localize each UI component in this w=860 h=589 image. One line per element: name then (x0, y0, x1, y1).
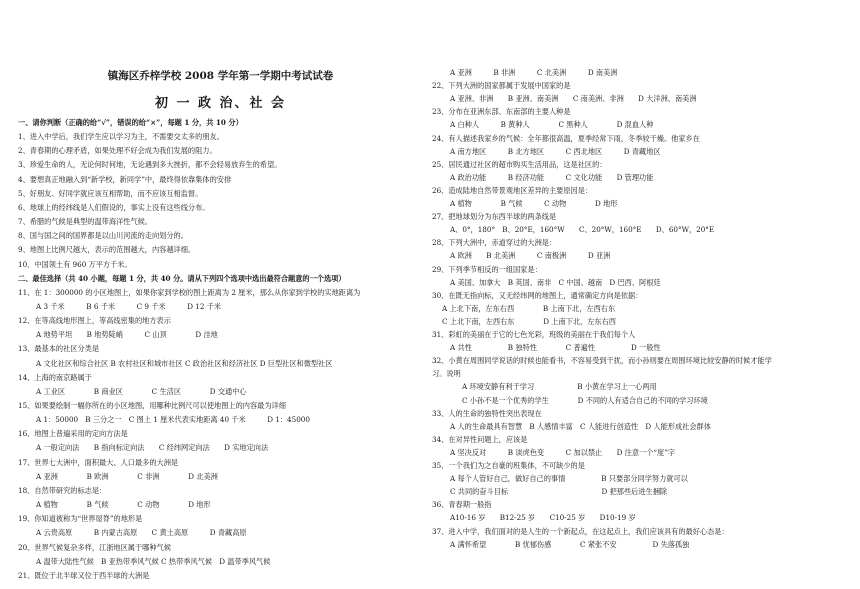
question-text: 26、造成陆地自然带景观地区差异的主要原因是： (432, 185, 593, 195)
answer-options: A 满怀希望 B 忧郁伤感 C 紧张不安 D 失落孤独 (450, 539, 690, 549)
question-text: 14、上海的南京路属于 (18, 372, 92, 382)
question-text: 习。说明 (432, 369, 461, 379)
answer-options: A 温带大陆性气候 B 亚热带季风气候 C 热带季风气候 D 温带季风气候 (36, 556, 271, 566)
answer-options: A 地势平坦 B 地势陡峭 C 山顶 D 洼地 (36, 330, 218, 340)
question-text: 20、世界气候复杂多样，江浙地区属于哪种气候 (18, 542, 171, 552)
question-text: 29、下列季节相反的一组国家是： (432, 264, 542, 274)
answer-options: A 人的生命最具有智慧 B 人感情丰富 C 人能进行创造性 D 人能形成社会群体 (450, 421, 711, 431)
question-text: 18、自然带研究的标志是： (18, 485, 107, 495)
question-text: 33、人的生命的独特性突出表现在 (432, 408, 542, 418)
answer-options: A 共性 B 独特性 C 普遍性 D 一般性 (450, 343, 661, 353)
answer-options: A 政治功能 B 经济功能 C 文化功能 D 管理功能 (450, 172, 654, 182)
answer-options: A 1：50000 B 三分之一 C 图上 1 厘米代表实地距离 40 千米 D 1：45000 (36, 415, 310, 425)
answer-options: A 每个人管好自己，做好自己的事情 B 只要部分同学努力就可以 (450, 474, 688, 484)
question-text: 10、中国领土有 960 万平方千米。 (18, 259, 132, 269)
answer-options: A 上北下南，左东右西 B 上南下北，左西右东 (442, 303, 616, 313)
answer-options: C 上北下南，左西右东 D 上南下北，左东右西 (442, 316, 616, 326)
question-text: 30、在既无指向标，又无经纬网的地图上，通常确定方向是依据： (432, 290, 643, 300)
question-text: 28、下列大洲中，赤道穿过的大洲是： (432, 238, 557, 248)
question-text: 6、地球上的经纬线是人们假设的，事实上没有这些线分布。 (18, 202, 210, 212)
answer-options: A10-16 岁 B12-25 岁 C10-25 岁 D10-19 岁 (450, 513, 636, 523)
question-text: 21、既位于北半球又位于西半球的大洲是 (18, 570, 150, 580)
answer-options: A 3 千米 B 6 千米 C 9 千米 D 12 千米 (36, 301, 222, 311)
answer-options: A 工业区 B 商业区 C 生活区 D 交通中心 (36, 386, 247, 396)
answer-options: A 欧洲 B 北美洲 C 南极洲 D 亚洲 (450, 251, 611, 261)
exam-subject: 初 一 政 治、社 会 (154, 96, 287, 111)
question-text: 3、珍爱生命的人，无论何时何地，无论遇到多大挫折，都不会轻易放弃生的希望。 (18, 160, 282, 170)
answer-options: A 美国、加拿大 B 英国、南非 C 中国、越南 D 巴西、阿根廷 (450, 277, 661, 287)
exam-title: 镇海区乔梓学校 2008 学年第一学期中考试试卷 (107, 70, 334, 82)
question-text: 32、小黄在周围同学说话的时候也能看书，不容易受到干扰，而小孙则要在周围环境比较安静的时候才能学 (432, 356, 772, 366)
question-text: 11、在 1：300000 的小区地图上，如果你家到学校的图上距离为 2 厘米，那么从你家到学校的实地距离为 (18, 287, 361, 297)
question-text: 1、进入中学后，我们学生应以学习为主，不需要交太多的朋友。 (18, 132, 224, 142)
question-text: 22、下列大洲的国家都属于发展中国家的是 (432, 81, 571, 91)
answer-options: A 云贵高原 B 内蒙古高原 C 黄土高原 D 青藏高原 (36, 528, 247, 538)
answer-options: A 亚洲 B 欧洲 C 非洲 D 北美洲 (36, 471, 218, 481)
question-text: 34、在对异性问题上，应该是 (432, 434, 528, 444)
question-text: 37、进入中学，我们面对的是人生的一个新起点，在这起点上，我们应该具有的最好心态是： (432, 526, 729, 536)
answer-options: C 小孙不是一个优秀的学生 D 不同的人有适合自己的不同的学习环境 (462, 395, 708, 405)
answer-options: A 亚洲、非洲 B 亚洲、南美洲 C 南美洲、非洲 D 大洋洲、南美洲 (450, 94, 697, 104)
question-text: 15、如果要绘制一幅你所在的小区地图，用哪种比例尺可以使地图上的内容最为详细 (18, 401, 286, 410)
question-text: 4、要想真正地融入到“新学校，新同学”中，最终得依靠集体的安排 (18, 174, 232, 184)
question-text: 5、好朋友、好同学就应该互相帮助，而不应该互相监督。 (18, 188, 203, 198)
answer-options: A 一般定向法 B 指向标定向法 C 经纬网定向法 D 实地定向法 (36, 443, 269, 453)
answer-options: A 白种人 B 黄种人 C 黑种人 D 混血人种 (450, 120, 654, 130)
answer-options: A 坚决反对 B 谈虎色变 C 加以禁止 D 注意一个“度”字 (450, 447, 676, 457)
answer-options: A 文化社区和综合社区 B 农村社区和城市社区 C 政治社区和经济社区 D 巨型社区和微型社区 (36, 358, 333, 368)
answer-options: A 环境安静有利于学习 B 小黄在学习上一心两用 (462, 382, 657, 392)
answer-options: A 南方地区 B 北方地区 C 西北地区 D 青藏地区 (450, 146, 661, 156)
section-heading: 二、最佳选择（共 40 小题，每题 1 分，共 40 分。请从下列四个选项中选出最符合题意的一个选项） (18, 273, 346, 283)
question-text: 8、国与国之间的国界都是以山川河流的走向划分的。 (18, 231, 188, 241)
section-heading: 一、请你判断（正确的给“√”，错误的给“×”，每题 1 分，共 10 分） (18, 118, 243, 127)
question-text: 36、青春期一般指 (432, 500, 492, 510)
answer-options: A、0°，180° B、20°E，160°W C、20°W，160°E D、60°W，20°E (450, 225, 715, 235)
answer-options: C 共同的奋斗目标 D 把那些后进生捆除 (450, 487, 668, 497)
answer-options: A 植物 B 气候 C 动物 D 地形 (450, 199, 618, 208)
question-text: 13、最基本的社区分类是 (18, 344, 100, 354)
question-text: 35、一个我们为之自豪的班集体，不可缺少的是 (432, 461, 585, 470)
question-text: 23、分布在亚洲东部、东南部的主要人种是 (432, 107, 571, 117)
question-text: 7、希腊的气候是典型的温带海洋性气候。 (18, 217, 152, 227)
question-text: 31、彩虹的美丽在于它的七色光彩，班级的美丽在于我们每个人 (432, 330, 636, 339)
question-text: 9、地图上比例尺越大，表示的范围越大，内容越详细。 (18, 245, 196, 255)
question-text: 2、青春期的心理矛盾，如果处理不好会成为我们发展的阻力。 (18, 146, 217, 156)
question-text: 16、地图上普遍采用的定向方法是 (18, 429, 128, 439)
question-text: 17、世界七大洲中，面积最大、人口最多的大洲是 (18, 457, 179, 467)
question-text: 19、你知道被称为“世界屋脊”的地形是 (18, 514, 143, 524)
question-text: 24、有人描述我家乡的气候：全年都很高温，夏季经常下雨，冬季较干燥。他家乡在 (432, 133, 700, 143)
question-text: 27、把地球划分为东西半球的两条线是 (432, 212, 557, 222)
answer-options: A 植物 B 气候 C 动物 D 地形 (36, 500, 211, 510)
question-text: 25、居民通过社区的超市购买生活用品，这是社区的： (432, 159, 607, 169)
answer-options: A 亚洲 B 非洲 C 北美洲 D 南美洲 (450, 68, 618, 77)
question-text: 12、在等高线地形图上，等高线密集的地方表示 (18, 316, 171, 326)
